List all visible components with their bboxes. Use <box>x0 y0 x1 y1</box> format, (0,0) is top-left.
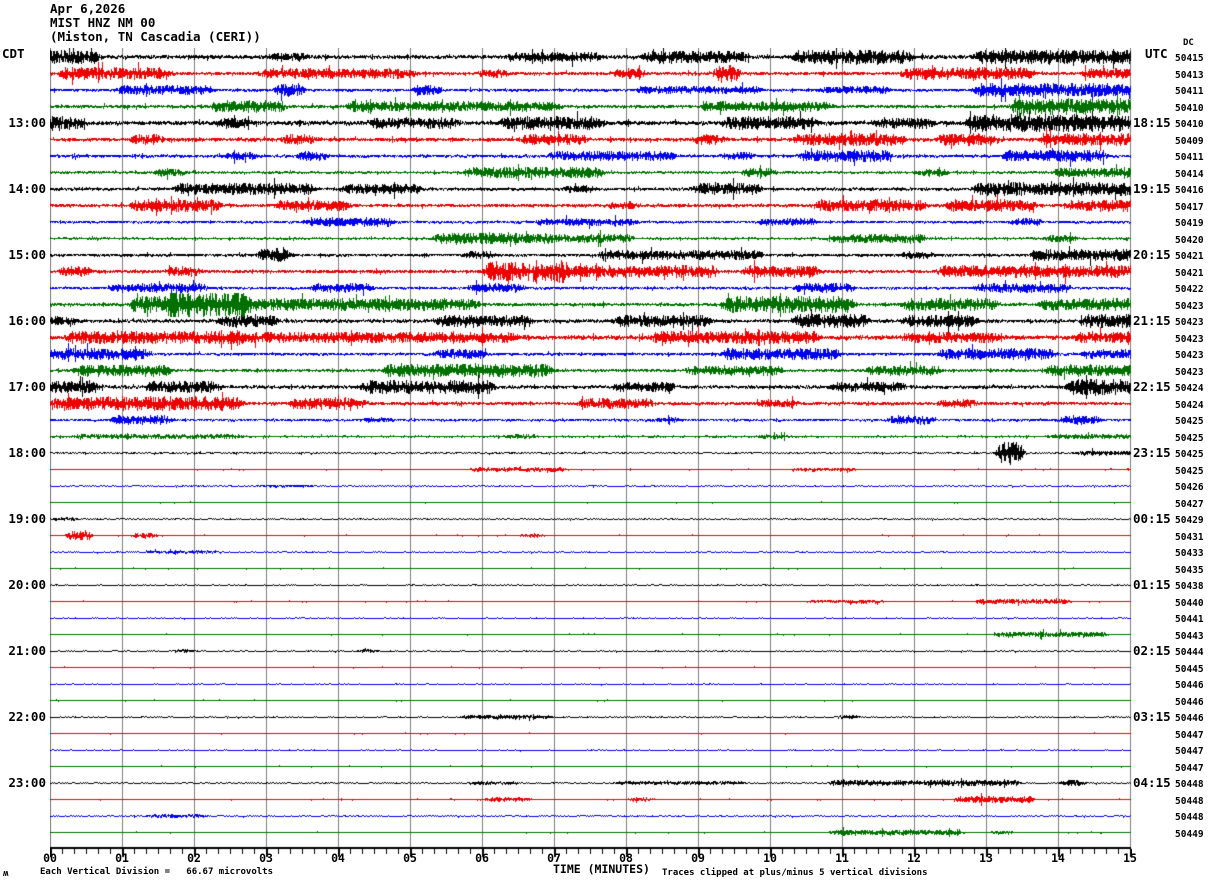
clipping-note: Traces clipped at plus/minus 5 vertical divisions <box>662 868 928 878</box>
dc-value: 50410 <box>1175 119 1204 130</box>
dc-value: 50424 <box>1175 383 1204 394</box>
x-tick-label: 05 <box>403 851 417 865</box>
dc-value: 50448 <box>1175 795 1204 807</box>
x-tick-label: 13 <box>979 851 993 865</box>
station-name: (Miston, TN Cascadia (CERI)) <box>50 29 261 44</box>
utc-hour-label: 01:15 <box>1133 577 1171 592</box>
dc-value: 50423 <box>1175 333 1204 345</box>
dc-value: 50427 <box>1175 498 1204 510</box>
dc-value: 50431 <box>1175 531 1204 543</box>
dc-value: 50425 <box>1175 465 1204 477</box>
cdt-hour-label: 17:00 <box>8 379 46 394</box>
cdt-hour-label: 20:00 <box>8 577 46 592</box>
seismogram-trace-canvas <box>50 48 1132 860</box>
cdt-hour-label: 13:00 <box>8 115 46 130</box>
x-tick-label: 04 <box>331 851 345 865</box>
dc-value: 50413 <box>1175 69 1204 81</box>
dc-value: 50417 <box>1175 201 1204 213</box>
x-tick-label: 12 <box>907 851 921 865</box>
utc-hour-label: 04:15 <box>1133 775 1171 790</box>
x-tick-label: 10 <box>763 851 777 865</box>
dc-value: 50446 <box>1175 680 1204 691</box>
dc-value: 50411 <box>1175 152 1204 163</box>
cdt-hour-label: 14:00 <box>8 181 46 196</box>
x-tick-label: 08 <box>619 851 633 865</box>
utc-hour-label: 20:15 <box>1133 247 1171 262</box>
dc-value: 50425 <box>1175 416 1204 427</box>
dc-column-header: DC <box>1183 38 1194 48</box>
corner-mark: ʍ <box>3 869 9 879</box>
x-tick-label: 14 <box>1051 851 1065 865</box>
vertical-division-note: Each Vertical Division = 66.67 microvolts <box>40 867 273 877</box>
cdt-hour-label: 19:00 <box>8 511 46 526</box>
dc-value: 50444 <box>1175 647 1204 658</box>
utc-hour-label: 02:15 <box>1133 643 1171 658</box>
dc-value: 50446 <box>1175 696 1204 708</box>
dc-value: 50416 <box>1175 185 1204 196</box>
dc-value: 50423 <box>1175 317 1204 328</box>
dc-value: 50438 <box>1175 581 1204 592</box>
dc-value: 50429 <box>1175 515 1204 526</box>
x-tick-label: 11 <box>835 851 849 865</box>
dc-value: 50447 <box>1175 746 1204 757</box>
station-code: MIST HNZ NM 00 <box>50 15 156 30</box>
dc-value: 50423 <box>1175 300 1204 312</box>
utc-hour-label: 21:15 <box>1133 313 1171 328</box>
x-tick-label: 00 <box>43 851 57 865</box>
dc-value: 50447 <box>1175 762 1204 774</box>
dc-value: 50447 <box>1175 729 1204 741</box>
dc-value: 50441 <box>1175 614 1204 625</box>
left-timezone-header: CDT <box>2 46 25 61</box>
dc-value: 50422 <box>1175 284 1204 295</box>
x-tick-label: 06 <box>475 851 489 865</box>
plot-date: Apr 6,2026 <box>50 1 126 16</box>
dc-value: 50448 <box>1175 779 1204 790</box>
dc-value: 50421 <box>1175 251 1204 262</box>
x-tick-label: 03 <box>259 851 273 865</box>
dc-value: 50409 <box>1175 135 1204 147</box>
dc-value: 50421 <box>1175 267 1204 279</box>
dc-value: 50449 <box>1175 828 1204 840</box>
dc-value: 50419 <box>1175 218 1204 229</box>
dc-value: 50425 <box>1175 449 1204 460</box>
right-timezone-header: UTC <box>1145 46 1168 61</box>
utc-hour-label: 23:15 <box>1133 445 1171 460</box>
dc-value: 50446 <box>1175 713 1204 724</box>
dc-value: 50440 <box>1175 597 1204 609</box>
dc-value: 50414 <box>1175 168 1204 180</box>
dc-value: 50443 <box>1175 630 1204 642</box>
utc-hour-label: 18:15 <box>1133 115 1171 130</box>
utc-hour-label: 19:15 <box>1133 181 1171 196</box>
dc-value: 50435 <box>1175 564 1204 576</box>
x-tick-label: 07 <box>547 851 561 865</box>
cdt-hour-label: 16:00 <box>8 313 46 328</box>
dc-value: 50423 <box>1175 366 1204 378</box>
x-tick-label: 09 <box>691 851 705 865</box>
dc-value: 50425 <box>1175 432 1204 444</box>
cdt-hour-label: 23:00 <box>8 775 46 790</box>
cdt-hour-label: 21:00 <box>8 643 46 658</box>
dc-value: 50410 <box>1175 102 1204 114</box>
dc-value: 50433 <box>1175 548 1204 559</box>
x-tick-label: 01 <box>115 851 129 865</box>
dc-value: 50420 <box>1175 234 1204 246</box>
x-tick-label: 02 <box>187 851 201 865</box>
cdt-hour-label: 22:00 <box>8 709 46 724</box>
dc-value: 50423 <box>1175 350 1204 361</box>
dc-value: 50448 <box>1175 812 1204 823</box>
utc-hour-label: 22:15 <box>1133 379 1171 394</box>
cdt-hour-label: 15:00 <box>8 247 46 262</box>
x-axis-title: TIME (MINUTES) <box>553 862 650 876</box>
utc-hour-label: 00:15 <box>1133 511 1171 526</box>
cdt-hour-label: 18:00 <box>8 445 46 460</box>
dc-value: 50426 <box>1175 482 1204 493</box>
dc-value: 50445 <box>1175 663 1204 675</box>
dc-value: 50424 <box>1175 399 1204 411</box>
dc-value: 50411 <box>1175 86 1204 97</box>
utc-hour-label: 03:15 <box>1133 709 1171 724</box>
dc-value: 50415 <box>1175 53 1204 64</box>
x-tick-label: 15 <box>1123 851 1137 865</box>
